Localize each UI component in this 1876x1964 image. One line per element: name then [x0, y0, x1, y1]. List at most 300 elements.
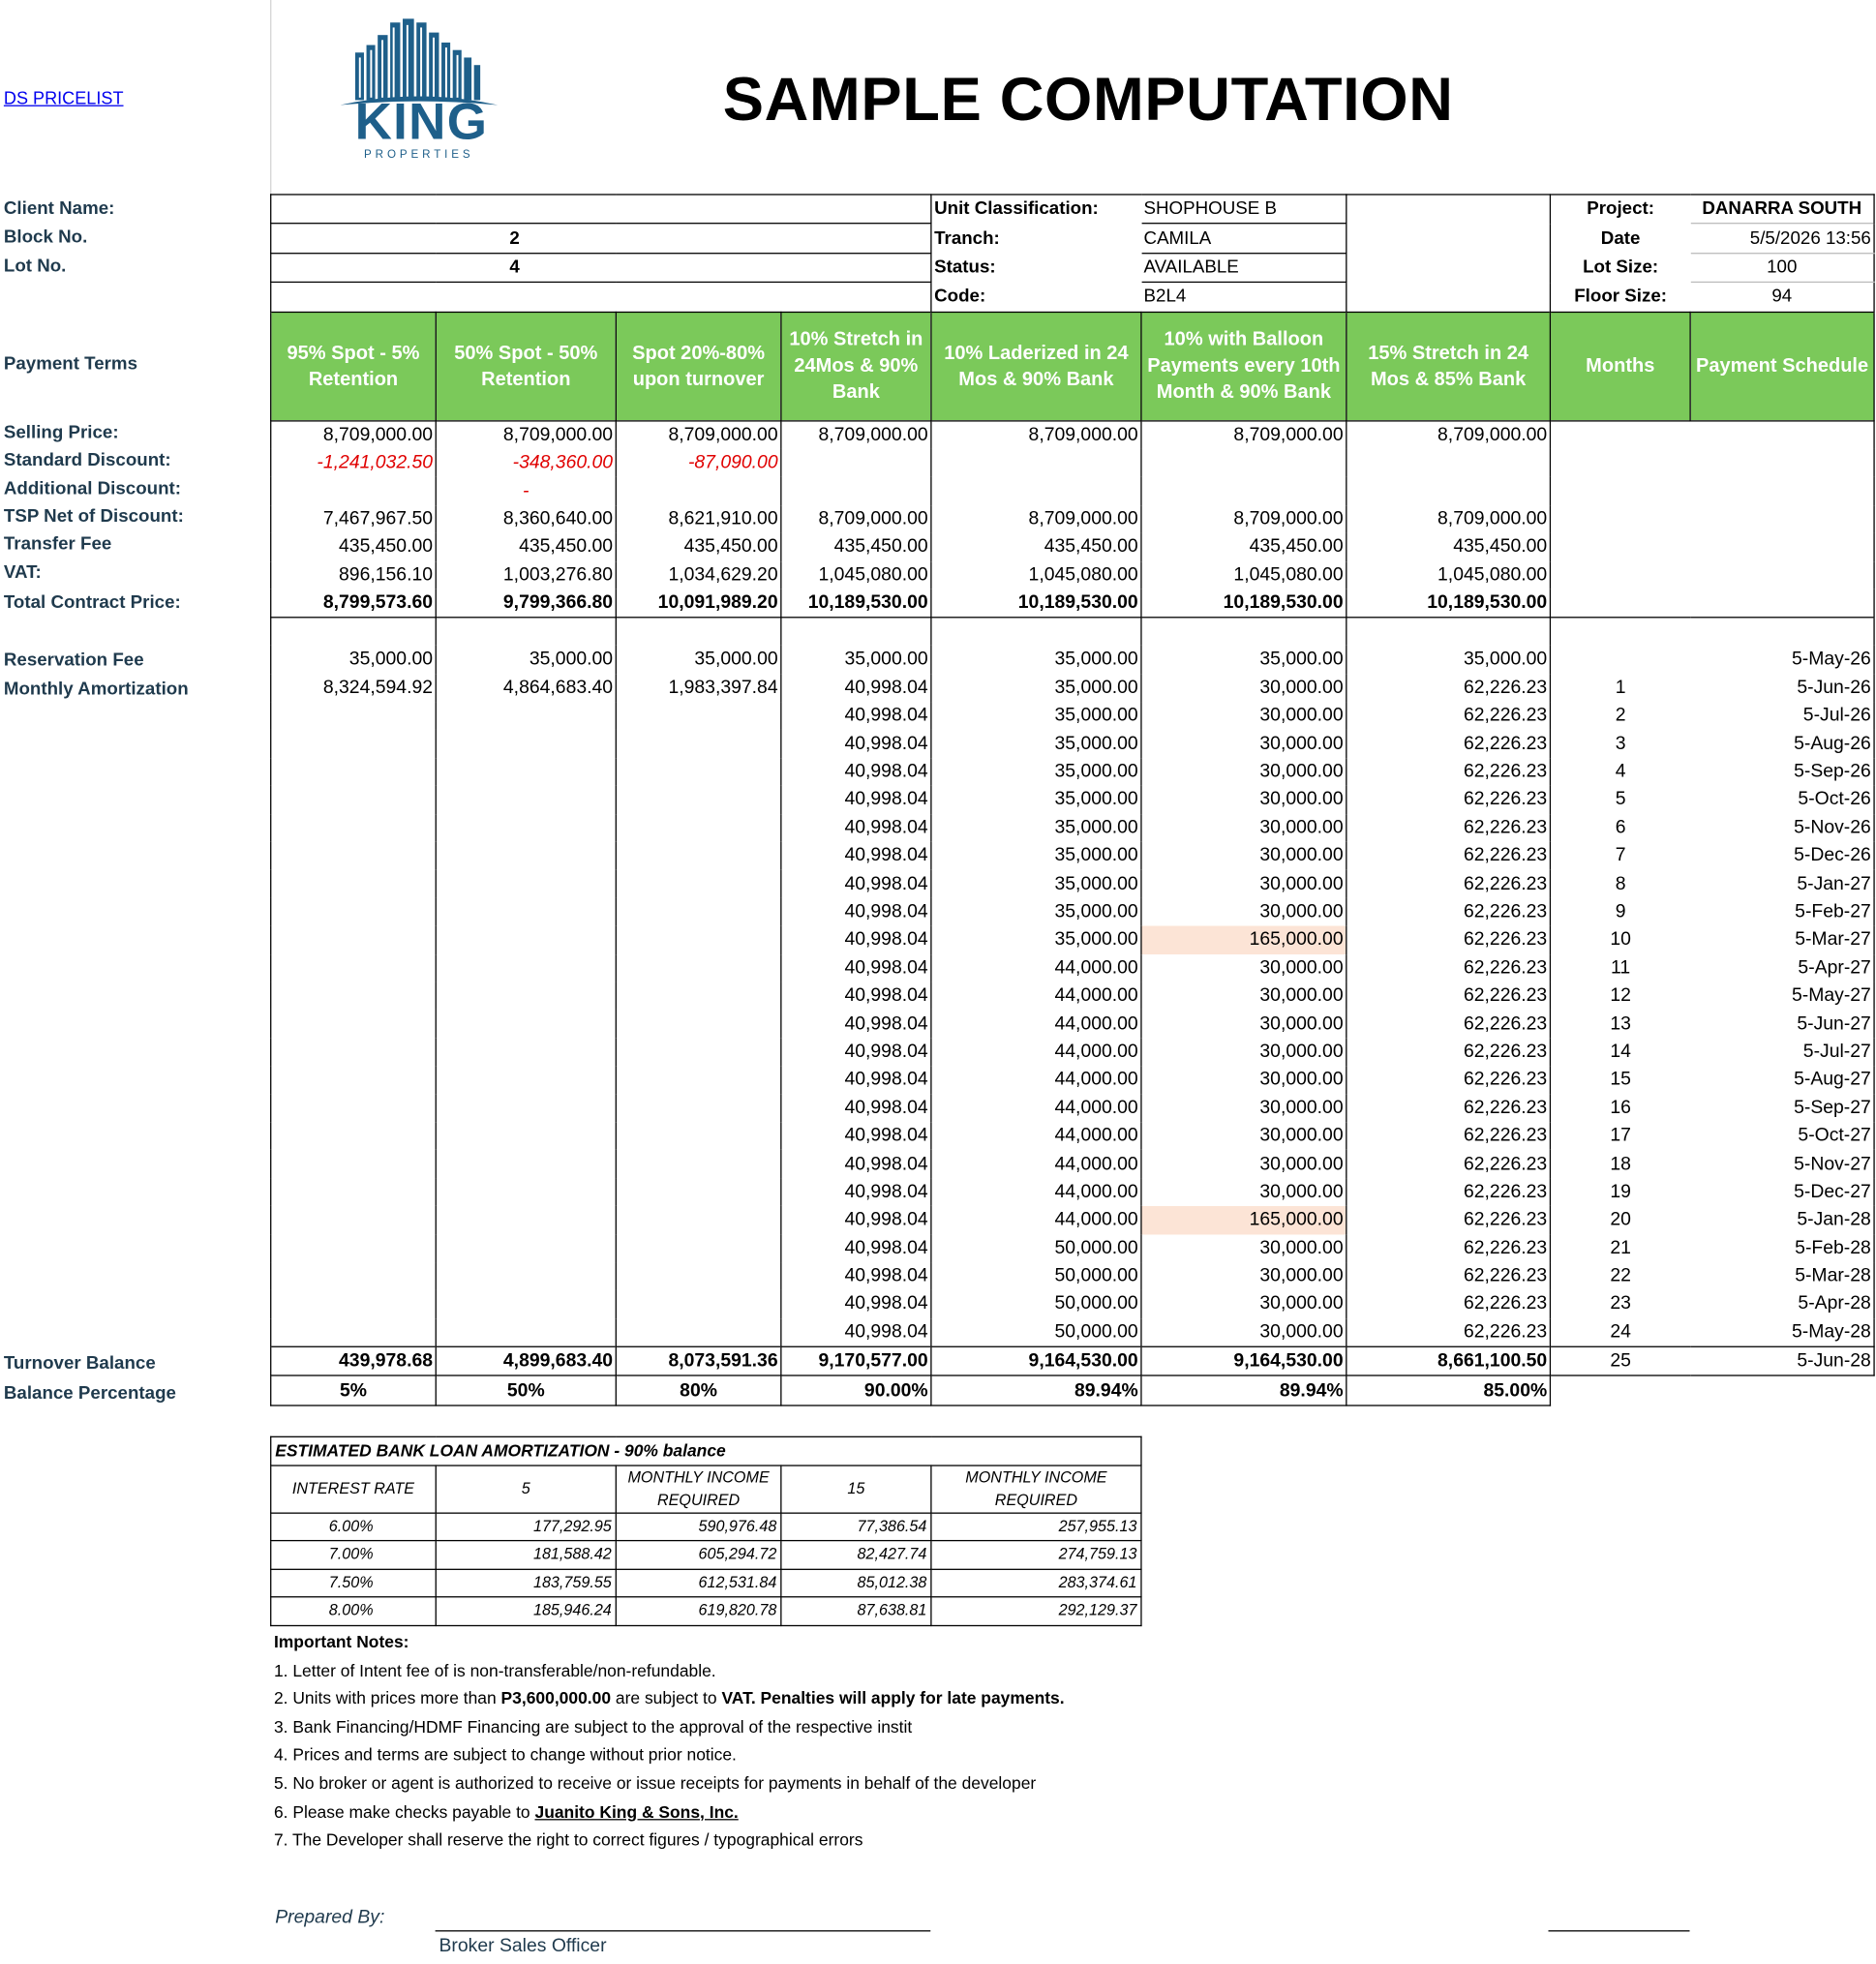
- amortization-c7: 62,226.23: [1346, 814, 1551, 842]
- amortization-c4: 40,998.04: [781, 786, 931, 814]
- amortization-c6: 30,000.00: [1141, 730, 1346, 758]
- amortization-c7: 62,226.23: [1346, 842, 1551, 870]
- project-value: DANARRA SOUTH: [1690, 195, 1874, 224]
- turnover-row: [271, 1346, 1874, 1375]
- balance-pct-2: 80%: [616, 1376, 781, 1405]
- payment-date: 5-Jun-27: [1690, 1010, 1874, 1038]
- bank-cell: 183,759.55: [436, 1569, 616, 1597]
- bank-row: [271, 1541, 1141, 1569]
- standard-discount-label: Standard Discount:: [3, 450, 171, 470]
- amortization-c6: 30,000.00: [1141, 1262, 1346, 1290]
- reservation-3: 35,000.00: [781, 646, 931, 674]
- empty-cell: [1690, 477, 1874, 505]
- amortization-c7: 62,226.23: [1346, 702, 1551, 730]
- bank-header-1: 5: [436, 1465, 616, 1512]
- payment-date: 5-Mar-27: [1690, 926, 1874, 954]
- payment-date: 5-Oct-26: [1690, 786, 1874, 814]
- balance-pct-1: 50%: [436, 1376, 616, 1405]
- empty-cell: [436, 1290, 616, 1318]
- total-contract-2: 10,091,989.20: [616, 589, 781, 619]
- note-6-text: 6. Please make checks payable to: [273, 1801, 535, 1822]
- total-contract-1: 9,799,366.80: [436, 589, 616, 619]
- turnover-5: 9,164,530.00: [1141, 1346, 1346, 1375]
- project-label: Project:: [1550, 195, 1690, 224]
- vat-5: 1,045,080.00: [1141, 561, 1346, 589]
- balance-pct-5: 89.94%: [1141, 1376, 1346, 1405]
- additional-discount-3: [781, 477, 931, 505]
- empty-cell: [271, 1178, 437, 1206]
- amortization-row: [271, 1122, 1874, 1150]
- client-name-field[interactable]: [271, 195, 931, 224]
- empty-cell: [271, 1318, 437, 1347]
- empty-cell: [271, 1206, 437, 1234]
- month-number: 22: [1550, 1262, 1690, 1290]
- amortization-c6: 30,000.00: [1141, 1094, 1346, 1122]
- reservation-6: 35,000.00: [1346, 646, 1551, 674]
- amortization-c5: 35,000.00: [931, 926, 1141, 954]
- standard-discount-4: [931, 449, 1141, 477]
- amortization-c7: 62,226.23: [1346, 1150, 1551, 1178]
- empty-cell: [271, 926, 437, 954]
- total-contract-3: 10,189,530.00: [781, 589, 931, 619]
- selling-price-3: 8,709,000.00: [781, 420, 931, 449]
- amortization-c6: 30,000.00: [1141, 702, 1346, 730]
- bank-cell: 257,955.13: [931, 1513, 1141, 1541]
- amortization-row: [271, 1290, 1874, 1318]
- amortization-0: 8,324,594.92: [271, 674, 437, 702]
- amortization-c4: 40,998.04: [781, 1318, 931, 1347]
- amortization-c6: 30,000.00: [1141, 982, 1346, 1011]
- additional-discount-2: [616, 477, 781, 505]
- amortization-row: [271, 1066, 1874, 1094]
- month-number: 23: [1550, 1290, 1690, 1318]
- standard-discount-3: [781, 449, 931, 477]
- empty-cell: [271, 1150, 437, 1178]
- vat-3: 1,045,080.00: [781, 561, 931, 589]
- amortization-c4: 40,998.04: [781, 1010, 931, 1038]
- amortization-row: [271, 1038, 1874, 1066]
- empty-cell: [1690, 561, 1874, 589]
- empty-cell: [271, 618, 437, 646]
- amortization-c5: 44,000.00: [931, 1010, 1141, 1038]
- vat-6: 1,045,080.00: [1346, 561, 1551, 589]
- amortization-row: [271, 674, 1874, 702]
- bank-header-2: MONTHLY INCOME REQUIRED: [616, 1465, 781, 1512]
- payment-date: 5-Dec-26: [1690, 842, 1874, 870]
- lot-no-label: Lot No.: [3, 256, 67, 277]
- month-number: 24: [1550, 1318, 1690, 1347]
- payment-date: 5-Feb-28: [1690, 1234, 1874, 1262]
- transfer-fee-row: [271, 533, 1874, 561]
- amortization-c7: 62,226.23: [1346, 926, 1551, 954]
- tsp-net-0: 7,467,967.50: [271, 505, 437, 533]
- bank-cell: 85,012.38: [781, 1569, 931, 1597]
- amortization-row: [271, 1318, 1874, 1347]
- payment-date: 5-Jul-27: [1690, 1038, 1874, 1066]
- tsp-net-5: 8,709,000.00: [1141, 505, 1346, 533]
- amortization-c4: 40,998.04: [781, 674, 931, 702]
- amortization-c7: 62,226.23: [1346, 758, 1551, 786]
- amortization-c7: 62,226.23: [1346, 1262, 1551, 1290]
- bank-cell: 283,374.61: [931, 1569, 1141, 1597]
- logo-subtext: PROPERTIES: [364, 147, 474, 161]
- amortization-c4: 40,998.04: [781, 1038, 931, 1066]
- amortization-c5: 35,000.00: [931, 758, 1141, 786]
- vat-0: 896,156.10: [271, 561, 437, 589]
- turnover-2: 8,073,591.36: [616, 1346, 781, 1375]
- bank-loan-title: ESTIMATED BANK LOAN AMORTIZATION - 90% balance: [271, 1436, 1141, 1465]
- transfer-fee-0: 435,450.00: [271, 533, 437, 561]
- month-number: 12: [1550, 982, 1690, 1011]
- amortization-c6: 30,000.00: [1141, 954, 1346, 982]
- payment-date: 5-May-27: [1690, 982, 1874, 1011]
- transfer-fee-label: Transfer Fee: [3, 533, 112, 555]
- empty-cell: [271, 814, 437, 842]
- amortization-c5: 44,000.00: [931, 1150, 1141, 1178]
- empty-cell: [436, 982, 616, 1011]
- note-2: [274, 1685, 1065, 1713]
- month-number: 17: [1550, 1122, 1690, 1150]
- empty-cell: [436, 1038, 616, 1066]
- amortization-c6: 30,000.00: [1141, 842, 1346, 870]
- amortization-c5: 35,000.00: [931, 730, 1141, 758]
- transfer-fee-4: 435,450.00: [931, 533, 1141, 561]
- logo-text: KING: [354, 92, 489, 151]
- payment-date: 5-Apr-27: [1690, 954, 1874, 982]
- empty-cell: [436, 1122, 616, 1150]
- empty-cell: [1690, 618, 1874, 646]
- month-number: 10: [1550, 926, 1690, 954]
- left-divider: [270, 0, 271, 196]
- empty-cell: [616, 1038, 781, 1066]
- empty-cell: [1550, 533, 1690, 561]
- empty-cell: [271, 1010, 437, 1038]
- header-4: 10% Laderized in 24 Mos & 90% Bank: [931, 312, 1141, 420]
- transfer-fee-6: 435,450.00: [1346, 533, 1551, 561]
- reservation-5: 35,000.00: [1141, 646, 1346, 674]
- turnover-1: 4,899,683.40: [436, 1346, 616, 1375]
- month-number: 20: [1550, 1206, 1690, 1234]
- month-number: 5: [1550, 786, 1690, 814]
- amortization-c6: 30,000.00: [1141, 674, 1346, 702]
- amortization-c4: 40,998.04: [781, 1066, 931, 1094]
- balance-percentage-label: Balance Percentage: [3, 1383, 176, 1405]
- bank-cell: 177,292.95: [436, 1513, 616, 1541]
- turnover-3: 9,170,577.00: [781, 1346, 931, 1375]
- amortization-c5: 35,000.00: [931, 702, 1141, 730]
- amortization-c4: 40,998.04: [781, 814, 931, 842]
- amortization-c6: 30,000.00: [1141, 786, 1346, 814]
- payment-date: 5-Oct-27: [1690, 1122, 1874, 1150]
- amortization-c4: 40,998.04: [781, 1206, 931, 1234]
- empty-cell: [436, 702, 616, 730]
- amortization-c4: 40,998.04: [781, 1094, 931, 1122]
- bank-cell: 185,946.24: [436, 1597, 616, 1625]
- empty-cell: [436, 1206, 616, 1234]
- amortization-row: [271, 1262, 1874, 1290]
- ds-pricelist-link[interactable]: DS PRICELIST: [3, 87, 124, 108]
- page-title: SAMPLE COMPUTATION: [722, 66, 1454, 135]
- empty-cell: [1550, 449, 1690, 477]
- amortization-c6: 30,000.00: [1141, 1318, 1346, 1347]
- amortization-c6: 30,000.00: [1141, 1150, 1346, 1178]
- unit-classification-label: Unit Classification:: [931, 195, 1141, 224]
- amortization-c6: 165,000.00: [1141, 1206, 1346, 1234]
- amortization-c7: 62,226.23: [1346, 1066, 1551, 1094]
- month-number: 2: [1550, 702, 1690, 730]
- header-3: 10% Stretch in 24Mos & 90% Bank: [781, 312, 931, 420]
- empty-cell: [616, 1178, 781, 1206]
- payment-terms-label: Payment Terms: [3, 353, 138, 375]
- bank-cell: 82,427.74: [781, 1541, 931, 1569]
- amortization-c7: 62,226.23: [1346, 1318, 1551, 1347]
- computation-table: [270, 194, 1875, 1405]
- empty-cell: [616, 618, 781, 646]
- total-contract-5: 10,189,530.00: [1141, 589, 1346, 619]
- transfer-fee-2: 435,450.00: [616, 533, 781, 561]
- empty-cell: [271, 730, 437, 758]
- selling-price-5: 8,709,000.00: [1141, 420, 1346, 449]
- amortization-c4: 40,998.04: [781, 1178, 931, 1206]
- code-label: Code:: [934, 287, 986, 307]
- bank-row: [271, 1513, 1141, 1541]
- month-number: 19: [1550, 1178, 1690, 1206]
- empty-cell: [616, 926, 781, 954]
- bank-header-3: 15: [781, 1465, 931, 1512]
- amortization-1: 4,864,683.40: [436, 674, 616, 702]
- empty-cell: [616, 898, 781, 926]
- empty-cell: [616, 1094, 781, 1122]
- empty-cell: [1550, 505, 1690, 533]
- vat-1: 1,003,276.80: [436, 561, 616, 589]
- month-number: 18: [1550, 1150, 1690, 1178]
- payment-date: 5-May-28: [1690, 1318, 1874, 1347]
- empty-cell: [271, 1038, 437, 1066]
- note-2-text: 2. Units with prices more than: [273, 1688, 501, 1708]
- note-4: 4. Prices and terms are subject to change without prior notice.: [273, 1745, 737, 1765]
- empty-cell: [271, 954, 437, 982]
- amortization-row: [271, 730, 1874, 758]
- empty-cell: [436, 730, 616, 758]
- header-0: 95% Spot - 5% Retention: [271, 312, 437, 420]
- month-number: 15: [1550, 1066, 1690, 1094]
- payment-date: 5-Apr-28: [1690, 1290, 1874, 1318]
- empty-cell: [271, 1262, 437, 1290]
- empty-cell: [1141, 618, 1346, 646]
- transfer-fee-3: 435,450.00: [781, 533, 931, 561]
- empty-cell: [271, 870, 437, 898]
- empty-cell: [616, 1234, 781, 1262]
- lot-size-value: 100: [1690, 253, 1874, 282]
- reservation-0: 35,000.00: [271, 646, 437, 674]
- bank-cell: 612,531.84: [616, 1569, 781, 1597]
- amortization-c4: 40,998.04: [781, 954, 931, 982]
- empty-cell: [1550, 618, 1690, 646]
- amortization-c7: 62,226.23: [1346, 1122, 1551, 1150]
- empty-cell: [1690, 533, 1874, 561]
- amortization-c6: 30,000.00: [1141, 1178, 1346, 1206]
- amortization-c7: 62,226.23: [1346, 674, 1551, 702]
- empty-cell: [616, 1010, 781, 1038]
- bank-cell: 8.00%: [271, 1597, 437, 1625]
- important-notes: [274, 1629, 1065, 1856]
- empty-cell: [1690, 449, 1874, 477]
- vat-2: 1,034,629.20: [616, 561, 781, 589]
- payment-date: 5-Jul-26: [1690, 702, 1874, 730]
- amortization-c4: 40,998.04: [781, 1234, 931, 1262]
- month-number: 1: [1550, 674, 1690, 702]
- amortization-c5: 35,000.00: [931, 674, 1141, 702]
- amortization-c5: 44,000.00: [931, 1122, 1141, 1150]
- notes-heading: Important Notes:: [273, 1632, 409, 1651]
- amortization-row: [271, 870, 1874, 898]
- status-value: AVAILABLE: [1141, 253, 1346, 282]
- turnover-0: 439,978.68: [271, 1346, 437, 1375]
- lot-size-label: Lot Size:: [1583, 257, 1659, 278]
- balance-pct-3: 90.00%: [781, 1376, 931, 1405]
- empty-cell: [1550, 1376, 1690, 1405]
- additional-discount-5: [1141, 477, 1346, 505]
- balance-pct-4: 89.94%: [931, 1376, 1141, 1405]
- empty-cell: [616, 730, 781, 758]
- additional-discount-row: [271, 477, 1874, 505]
- tsp-net-row: [271, 505, 1874, 533]
- turnover-schedule: 5-Jun-28: [1690, 1346, 1874, 1375]
- spacer-row: [271, 618, 1874, 646]
- amortization-c4: 40,998.04: [781, 1290, 931, 1318]
- payment-date: 5-Feb-27: [1690, 898, 1874, 926]
- empty-cell: [616, 1318, 781, 1347]
- empty-cell: [1550, 589, 1690, 619]
- empty-cell: [1690, 1376, 1874, 1405]
- bank-cell: 7.00%: [271, 1541, 437, 1569]
- amortization-row: [271, 1150, 1874, 1178]
- turnover-4: 9,164,530.00: [931, 1346, 1141, 1375]
- empty-cell: [436, 1094, 616, 1122]
- selling-price-0: 8,709,000.00: [271, 420, 437, 449]
- amortization-c5: 50,000.00: [931, 1262, 1141, 1290]
- header-8: Payment Schedule: [1690, 312, 1874, 420]
- month-number: 7: [1550, 842, 1690, 870]
- lot-no-value: 4: [271, 253, 931, 282]
- amortization-c5: 44,000.00: [931, 1206, 1141, 1234]
- standard-discount-2: -87,090.00: [616, 449, 781, 477]
- prepared-by-label: Prepared By:: [275, 1906, 385, 1928]
- bank-cell: 6.00%: [271, 1513, 437, 1541]
- amortization-row: [271, 982, 1874, 1011]
- amortization-row: [271, 1234, 1874, 1262]
- amortization-c4: 40,998.04: [781, 1262, 931, 1290]
- payment-date: 5-Jan-27: [1690, 870, 1874, 898]
- empty-cell: [271, 1122, 437, 1150]
- empty-cell: [436, 898, 616, 926]
- payment-date: 5-Aug-27: [1690, 1066, 1874, 1094]
- vat-4: 1,045,080.00: [931, 561, 1141, 589]
- empty-cell: [616, 1122, 781, 1150]
- note-2-text-b: are subject to: [611, 1688, 722, 1708]
- month-number: 14: [1550, 1038, 1690, 1066]
- amortization-c5: 35,000.00: [931, 814, 1141, 842]
- date-label: Date: [1600, 227, 1641, 249]
- amortization-c7: 62,226.23: [1346, 786, 1551, 814]
- standard-discount-0: -1,241,032.50: [271, 449, 437, 477]
- empty-cell: [436, 954, 616, 982]
- standard-discount-row: [271, 449, 1874, 477]
- empty-cell: [436, 758, 616, 786]
- empty-cell: [436, 1150, 616, 1178]
- amortization-c6: 30,000.00: [1141, 1038, 1346, 1066]
- block-no-label: Block No.: [3, 227, 88, 248]
- amortization-c4: 40,998.04: [781, 1150, 931, 1178]
- bank-row: [271, 1597, 1141, 1625]
- turnover-6: 8,661,100.50: [1346, 1346, 1551, 1375]
- note-3: 3. Bank Financing/HDMF Financing are subject to the approval of the respective instit: [273, 1717, 913, 1737]
- empty-cell: [271, 982, 437, 1011]
- signature-line: [436, 1930, 931, 1931]
- tsp-net-4: 8,709,000.00: [931, 505, 1141, 533]
- empty-cell: [616, 842, 781, 870]
- code-value: B2L4: [1141, 283, 1346, 312]
- additional-discount-label: Additional Discount:: [3, 478, 182, 499]
- amortization-c6: 30,000.00: [1141, 1122, 1346, 1150]
- tsp-net-6: 8,709,000.00: [1346, 505, 1551, 533]
- empty-cell: [436, 618, 616, 646]
- header-7: Months: [1550, 312, 1690, 420]
- payment-date: 5-Dec-27: [1690, 1178, 1874, 1206]
- payment-date: 5-Nov-27: [1690, 1150, 1874, 1178]
- empty-cell: [271, 702, 437, 730]
- amortization-c6: 30,000.00: [1141, 1010, 1346, 1038]
- empty-cell: [616, 758, 781, 786]
- amortization-c4: 40,998.04: [781, 926, 931, 954]
- additional-discount-6: [1346, 477, 1551, 505]
- selling-price-label: Selling Price:: [3, 422, 119, 443]
- tranch-value: CAMILA: [1141, 224, 1346, 253]
- reservation-4: 35,000.00: [931, 646, 1141, 674]
- monthly-amortization-label: Monthly Amortization: [3, 679, 189, 700]
- note-5: 5. No broker or agent is authorized to receive or issue receipts for payments in behalf of the developer: [273, 1773, 1037, 1793]
- empty-cell: [436, 1178, 616, 1206]
- bank-cell: 181,588.42: [436, 1541, 616, 1569]
- balance-pct-row: [271, 1376, 1874, 1405]
- empty-cell: [271, 1094, 437, 1122]
- amortization-c4: 40,998.04: [781, 898, 931, 926]
- standard-discount-5: [1141, 449, 1346, 477]
- empty-cell: [271, 1234, 437, 1262]
- amortization-c7: 62,226.23: [1346, 1094, 1551, 1122]
- note-2-price: P3,600,000.00: [500, 1688, 612, 1708]
- empty-cell: [616, 982, 781, 1011]
- amortization-c7: 62,226.23: [1346, 1290, 1551, 1318]
- amortization-c7: 62,226.23: [1346, 1010, 1551, 1038]
- bank-cell: 77,386.54: [781, 1513, 931, 1541]
- amortization-c4: 40,998.04: [781, 842, 931, 870]
- amortization-row: [271, 954, 1874, 982]
- amortization-row: [271, 926, 1874, 954]
- amortization-c7: 62,226.23: [1346, 1206, 1551, 1234]
- empty-cell: [616, 1066, 781, 1094]
- reservation-1: 35,000.00: [436, 646, 616, 674]
- amortization-c4: 40,998.04: [781, 730, 931, 758]
- bank-cell: 274,759.13: [931, 1541, 1141, 1569]
- month-number: 6: [1550, 814, 1690, 842]
- reservation-row: [271, 646, 1874, 674]
- payment-date: 5-Nov-26: [1690, 814, 1874, 842]
- tsp-net-1: 8,360,640.00: [436, 505, 616, 533]
- amortization-c4: 40,998.04: [781, 1122, 931, 1150]
- amortization-c5: 44,000.00: [931, 1094, 1141, 1122]
- empty-cell: [616, 786, 781, 814]
